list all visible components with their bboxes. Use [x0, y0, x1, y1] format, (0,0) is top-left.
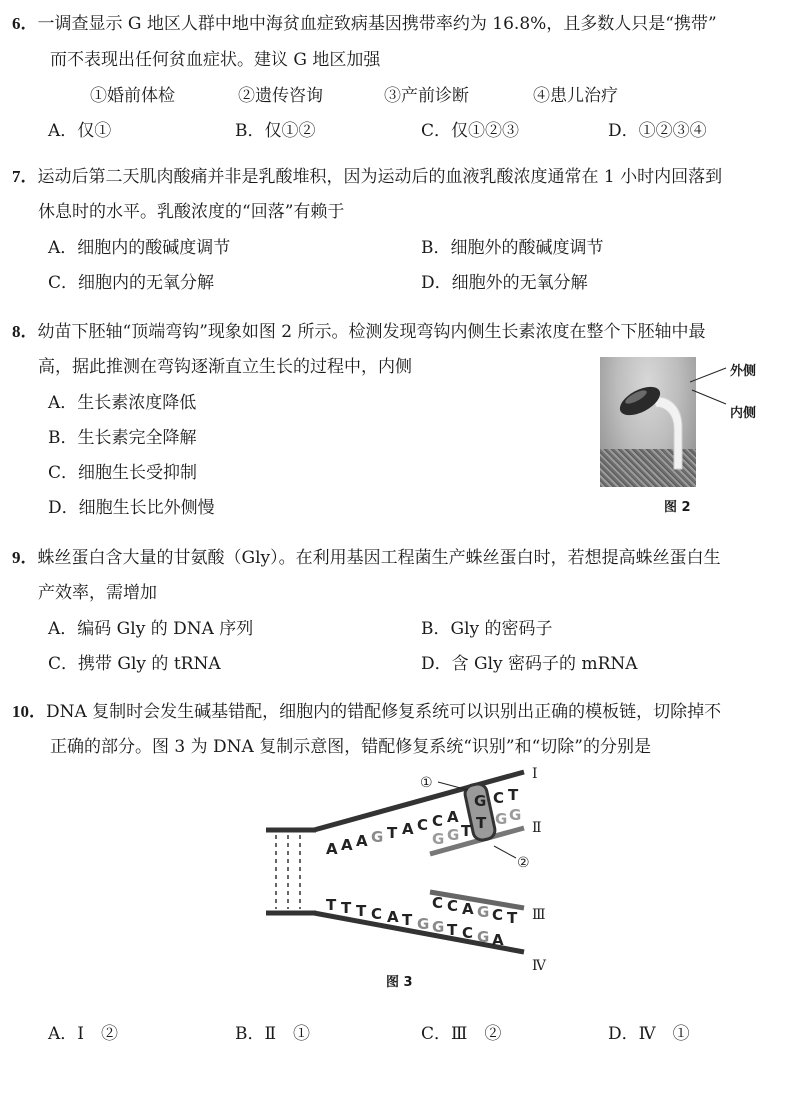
svg-text:T: T	[507, 909, 518, 927]
q6-option-b[interactable]: B．仅①②	[235, 121, 316, 141]
svg-text:G: G	[509, 806, 522, 824]
q6-item-2: ②遗传咨询	[238, 86, 323, 106]
svg-text:A: A	[356, 832, 368, 850]
q8-option-c[interactable]: C．细胞生长受抑制	[48, 463, 198, 483]
svg-text:A: A	[462, 900, 474, 918]
q7-option-a[interactable]: A．细胞内的酸碱度调节	[48, 238, 231, 258]
svg-text:T: T	[341, 899, 352, 917]
q6-option-a[interactable]: A．仅①	[48, 121, 112, 141]
svg-text:T: T	[356, 902, 367, 920]
svg-text:T: T	[387, 824, 398, 842]
svg-text:T: T	[447, 921, 458, 939]
svg-text:G: G	[474, 792, 487, 810]
label-strand-2: Ⅱ	[532, 820, 542, 836]
svg-text:G: G	[447, 826, 460, 844]
q6-option-c[interactable]: C．仅①②③	[421, 121, 520, 141]
q6-option-d[interactable]: D．①②③④	[608, 121, 707, 141]
q9-number: 9	[12, 548, 21, 567]
svg-text:G: G	[371, 828, 384, 846]
label-inner: 内侧	[730, 406, 757, 421]
q10-option-b[interactable]: B．Ⅱ ①	[235, 1024, 311, 1044]
figure-2-caption: 图 2	[664, 500, 691, 515]
q8-option-b[interactable]: B．生长素完全降解	[48, 428, 197, 448]
q8-stem-line2: 高，据此推测在弯钩逐渐直立生长的过程中，内侧	[38, 357, 412, 377]
q6-number: 6	[12, 14, 21, 33]
q7-option-b[interactable]: B．细胞外的酸碱度调节	[421, 238, 604, 258]
svg-text:C: C	[462, 924, 474, 942]
label-leader-lines	[690, 360, 730, 410]
svg-text:C: C	[447, 897, 459, 915]
svg-text:A: A	[492, 931, 504, 949]
svg-text:A: A	[326, 840, 338, 858]
svg-text:G: G	[432, 830, 445, 848]
label-strand-3: Ⅲ	[532, 907, 546, 923]
q10-number: 10	[12, 702, 29, 721]
seedling-photo	[600, 357, 696, 487]
q6-item-1: ①婚前体检	[90, 86, 175, 106]
q8-stem-line1: 8．幼苗下胚轴“顶端弯钩”现象如图 2 所示。检测发现弯钩内侧生长素浓度在整个下胚轴中最	[12, 322, 706, 342]
q6-stem-line2: 而不表现出任何贫血症状。建议 G 地区加强	[50, 50, 381, 70]
svg-text:G: G	[495, 810, 508, 828]
q7-stem-line2: 休息时的水平。乳酸浓度的“回落”有赖于	[38, 202, 345, 222]
svg-text:G: G	[477, 928, 490, 946]
q7-option-c[interactable]: C．细胞内的无氧分解	[48, 273, 215, 293]
q7-option-d[interactable]: D．细胞外的无氧分解	[421, 273, 588, 293]
svg-text:A: A	[402, 820, 414, 838]
svg-text:C: C	[417, 816, 429, 834]
q7-number: 7	[12, 167, 21, 186]
figure-3-caption: 图 3	[386, 975, 413, 990]
q9-stem-line2: 产效率，需增加	[38, 583, 157, 603]
q6-stem-line1: 6．一调查显示 G 地区人群中地中海贫血症致病基因携带率约为 16.8%，且多数人只是“携带”	[12, 14, 717, 34]
q6-item-4: ④患儿治疗	[533, 86, 618, 106]
svg-text:C: C	[432, 894, 444, 912]
svg-text:T: T	[326, 896, 337, 914]
q9-option-b[interactable]: B．Gly 的密码子	[421, 619, 553, 639]
label-strand-4: Ⅳ	[532, 958, 546, 974]
marker-1: ①	[420, 775, 433, 791]
label-outer: 外侧	[730, 364, 757, 379]
svg-text:C: C	[492, 906, 504, 924]
svg-text:C: C	[493, 789, 505, 807]
q9-option-a[interactable]: A．编码 Gly 的 DNA 序列	[48, 619, 254, 639]
q6-item-3: ③产前诊断	[384, 86, 469, 106]
svg-text:A: A	[447, 808, 459, 826]
label-strand-1: Ⅰ	[532, 766, 538, 782]
svg-text:T: T	[402, 911, 413, 929]
svg-text:T: T	[476, 814, 487, 832]
q9-option-c[interactable]: C．携带 Gly 的 tRNA	[48, 654, 221, 674]
q10-stem-line1: 10．DNA 复制时会发生碱基错配，细胞内的错配修复系统可以识别出正确的模板链，切除掉不	[12, 702, 722, 722]
svg-text:C: C	[432, 812, 444, 830]
dna-replication-diagram	[262, 762, 562, 976]
q9-option-d[interactable]: D．含 Gly 密码子的 mRNA	[421, 654, 638, 674]
marker-2: ②	[517, 855, 530, 871]
q8-number: 8	[12, 322, 21, 341]
q8-option-a[interactable]: A．生长素浓度降低	[48, 393, 197, 413]
q7-stem-line1: 7．运动后第二天肌肉酸痛并非是乳酸堆积，因为运动后的血液乳酸浓度通常在 1 小时内回落到	[12, 167, 723, 187]
q8-option-d[interactable]: D．细胞生长比外侧慢	[48, 498, 215, 518]
svg-text:A: A	[387, 908, 399, 926]
q10-option-c[interactable]: C．Ⅲ ②	[421, 1024, 502, 1044]
svg-text:G: G	[417, 915, 430, 933]
q10-option-d[interactable]: D．Ⅳ ①	[608, 1024, 690, 1044]
q10-stem-line2: 正确的部分。图 3 为 DNA 复制示意图，错配修复系统“识别”和“切除”的分别是	[50, 737, 651, 757]
q9-stem-line1: 9．蛛丝蛋白含大量的甘氨酸（Gly）。在利用基因工程菌生产蛛丝蛋白时，若想提高蛛丝蛋白生	[12, 548, 721, 568]
svg-text:T: T	[508, 786, 519, 804]
svg-text:G: G	[477, 903, 490, 921]
svg-text:C: C	[371, 905, 383, 923]
svg-text:G: G	[432, 918, 445, 936]
q10-option-a[interactable]: A．Ⅰ ②	[48, 1024, 118, 1044]
svg-text:T: T	[461, 822, 472, 840]
svg-text:A: A	[341, 836, 353, 854]
